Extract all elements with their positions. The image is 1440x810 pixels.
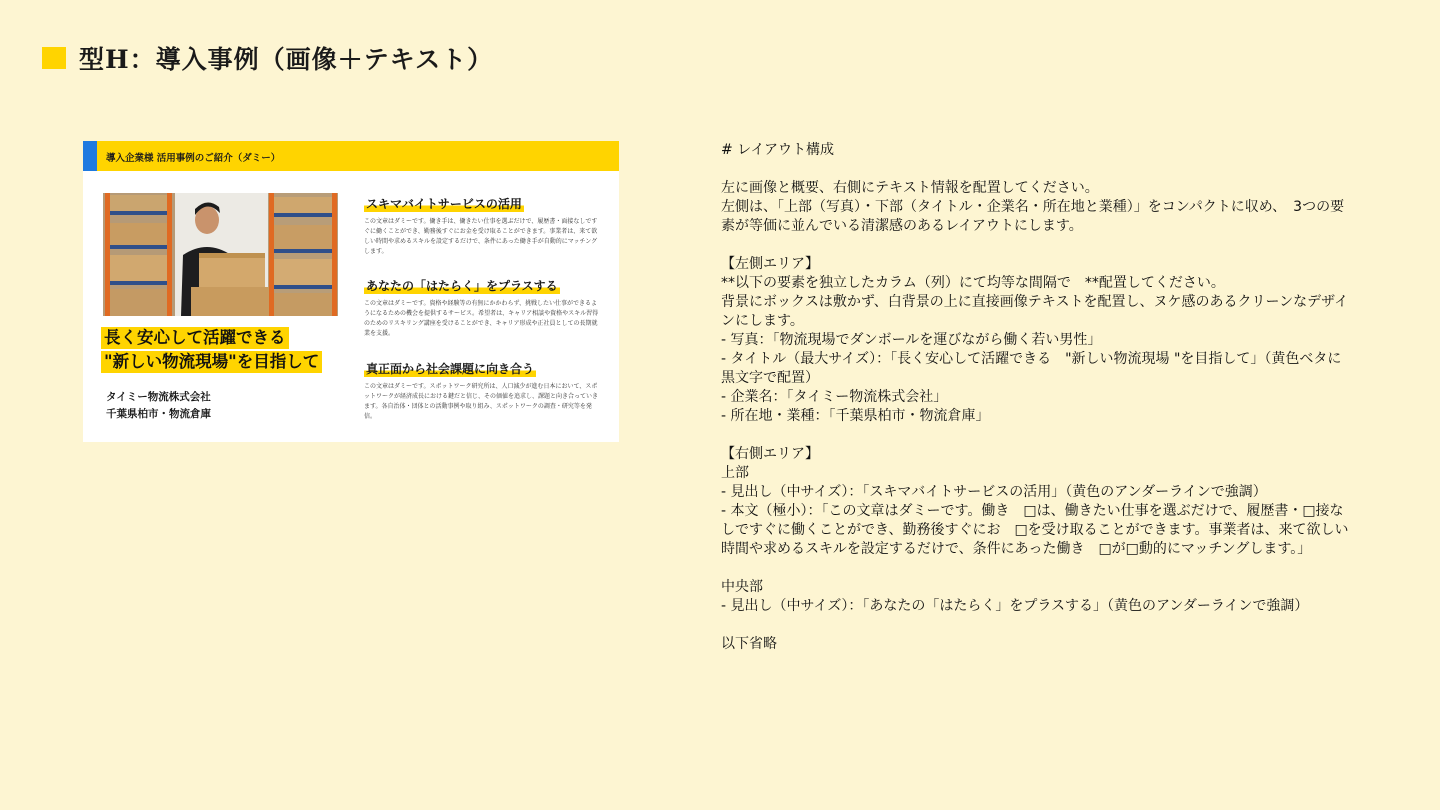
warehouse-photo bbox=[103, 193, 338, 316]
section-heading: あなたの「はたらく」をプラスする bbox=[366, 279, 558, 293]
card-header-text: 導入企業様 活用事例のご紹介（ダミー） bbox=[106, 153, 281, 164]
notes-line: - 見出し（中サイズ）：「スキマバイトサービスの活用」（黄色のアンダーラインで強調） bbox=[721, 484, 1267, 500]
layout-notes bbox=[721, 141, 1351, 654]
notes-line: - タイトル（最大サイズ）：「長く安心して活躍できる "新しい物流現場 "を目指して」（黄色ベタに黒文字で配置） bbox=[721, 351, 1342, 386]
section-body: この文章はダミーです。働き手は、働きたい仕事を選ぶだけで、履歴書・面接なしですぐに働くことができ、勤務後すぐにお金を受け取ることができます。事業者は、来て欲しい時間や求めるスキルを設定するだけで、条件にあった働き手が自動的にマッチングします。 bbox=[364, 218, 598, 255]
case-study-card bbox=[83, 141, 619, 442]
notes-line: - 本文（極小）：「この文章はダミーです。働き □は、働きたい仕事を選ぶだけで、履歴書・□接なしですぐに働くことができ、勤務後すぐにお □を受け取ることができます。事業者は、来て欲しい時間や求めるスキルを設定するだけで、条件にあった働き □が□動的にマッチングします。」 bbox=[721, 503, 1349, 557]
card-header-accent bbox=[83, 141, 97, 171]
notes-line: - 見出し（中サイズ）：「あなたの「はたらく」をプラスする」（黄色のアンダーラインで強調） bbox=[721, 598, 1309, 614]
notes-line: 上部 bbox=[721, 465, 749, 481]
notes-line: 【右側エリア】 bbox=[721, 446, 819, 462]
company-location: 千葉県柏市・物流倉庫 bbox=[106, 408, 211, 420]
warehouse-worker-image bbox=[103, 193, 338, 316]
slide-title bbox=[42, 40, 493, 76]
section-heading: スキマバイトサービスの活用 bbox=[366, 197, 522, 211]
notes-line: 左に画像と概要、右側にテキスト情報を配置してください。 bbox=[721, 180, 1099, 196]
notes-line: 【左側エリア】 bbox=[721, 256, 819, 272]
card-header bbox=[83, 141, 619, 171]
notes-line: 左側は、「上部（写真）・下部（タイトル・企業名・所在地と業種）」をコンパクトに収め、 3つの要素が等価に並んでいる清潔感のあるレイアウトにします。 bbox=[721, 199, 1345, 234]
section-sukima bbox=[364, 193, 602, 257]
slide-title-text: 型H：導入事例（画像＋テキスト） bbox=[79, 45, 494, 74]
notes-line: 以下省略 bbox=[721, 636, 777, 652]
notes-line: # レイアウト構成 bbox=[721, 142, 835, 158]
notes-line: **以下の要素を独立したカラム（列）にて均等な間隔で **配置してください。 bbox=[721, 275, 1225, 291]
section-body: この文章はダミーです。スポットワーク研究所は、人口減少が進む日本において、スポットワークが経済成長における鍵だと信じ、その価値を追求し、課題と向き合っていきます。各自治体・団体との活動事例や取り組み、スポットワークの調査・研究等を発信。 bbox=[364, 383, 599, 420]
card-headline bbox=[101, 327, 341, 375]
notes-line: - 企業名：「タイミー物流株式会社」 bbox=[721, 389, 948, 405]
title-marker bbox=[42, 47, 66, 69]
notes-line: 背景にボックスは敷かず、白背景の上に直接画像テキストを配置し、ヌケ感のあるクリーンなデザインにします。 bbox=[721, 294, 1349, 329]
notes-line: 中央部 bbox=[721, 579, 763, 595]
notes-line: - 所在地・業種：「千葉県柏市・物流倉庫」 bbox=[721, 408, 990, 424]
notes-line: - 写真：「物流現場でダンボールを運びながら働く若い男性」 bbox=[721, 332, 1102, 348]
section-social bbox=[364, 358, 602, 422]
section-hataraku bbox=[364, 275, 602, 339]
headline-line-2: "新しい物流現場"を目指して bbox=[101, 351, 322, 373]
company-name: タイミー物流株式会社 bbox=[106, 391, 211, 403]
headline-line-1: 長く安心して活躍できる bbox=[101, 327, 289, 349]
section-heading: 真正面から社会課題に向き合う bbox=[366, 362, 535, 376]
section-body: この文章はダミーです。資格や経験等の有無にかかわらず、挑戦したい仕事ができるようになるための機会を提供するサービス。希望者は、キャリア相談や資格やスキル習得のためのリスキリング講座を受けることができ、キャリア形成や正社員としての長期就業を支援。 bbox=[364, 300, 599, 337]
